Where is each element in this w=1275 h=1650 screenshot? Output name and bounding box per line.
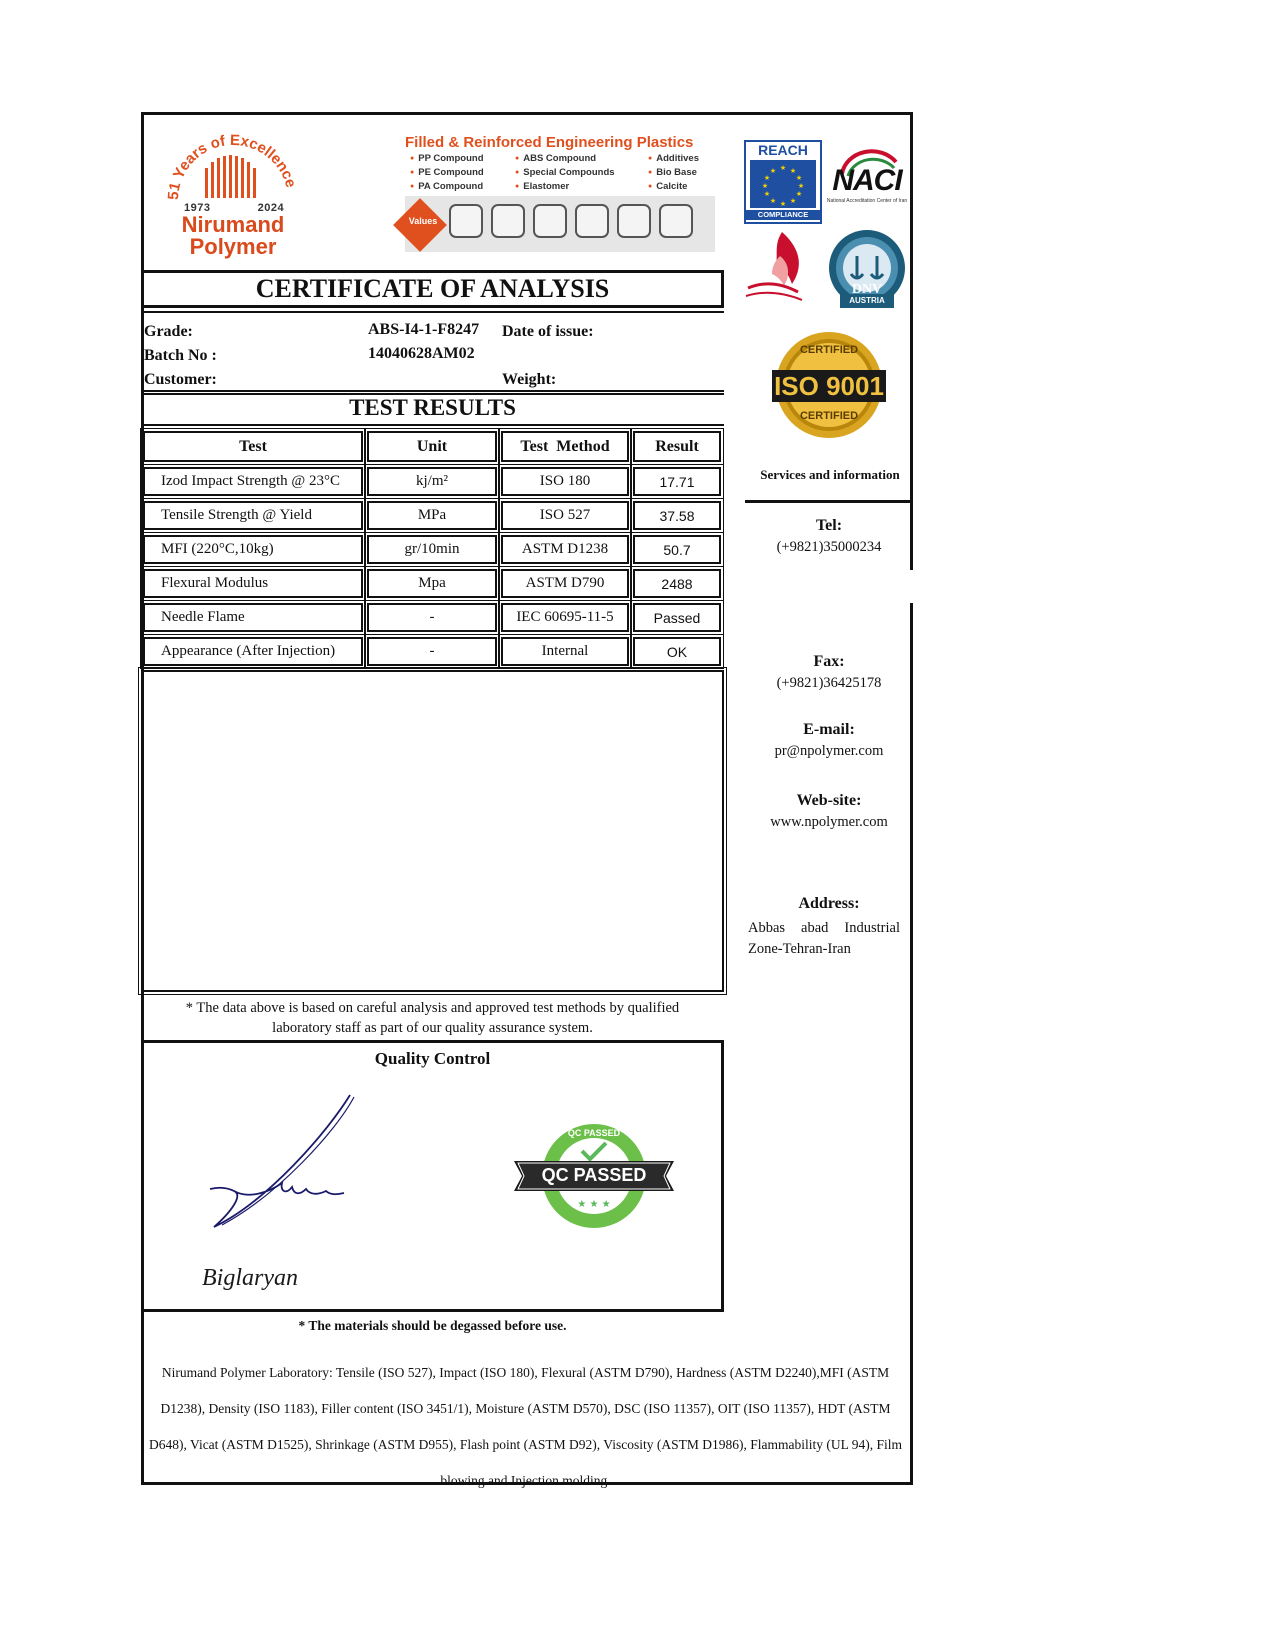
cell-unit: - — [367, 603, 497, 632]
qc-passed-stamp — [514, 1121, 674, 1231]
email-label: E-mail: — [803, 721, 855, 738]
batch-value: 14040628AM02 — [368, 345, 475, 362]
header-test: Test — [143, 431, 363, 462]
cell-result: 37.58 — [633, 501, 721, 530]
website-label: Web-site: — [796, 792, 862, 809]
degas-note: * The materials should be degassed before use. — [298, 1318, 567, 1333]
tel-label: Tel: — [815, 517, 843, 534]
iso-9001-seal — [766, 330, 892, 440]
logo-brand-name — [168, 214, 298, 258]
svg-text:★: ★ — [795, 190, 803, 198]
header-method: Test Method — [501, 431, 629, 462]
dnv-subtitle: AUSTRIA — [849, 296, 885, 305]
cell-unit: gr/10min — [367, 535, 497, 564]
cell-method: IEC 60695-11-5 — [501, 603, 629, 632]
quality-control-title: Quality Control — [374, 1049, 491, 1068]
grade-label: Grade: — [144, 323, 193, 340]
fax-label: Fax: — [813, 653, 845, 670]
naci-text: NACI — [832, 164, 902, 197]
product-item: ● Special Compounds — [515, 166, 645, 180]
svg-text:★: ★ — [797, 182, 805, 190]
circular-economy-icon — [533, 204, 567, 238]
divider — [141, 424, 724, 426]
cell-method: ISO 180 — [501, 467, 629, 496]
award-flame-logo — [742, 226, 818, 306]
laboratory-capabilities: Nirumand Polymer Laboratory: Tensile (ISO 527), Impact (ISO 180), Flexural (ASTM D790), Hardness (ASTM D2240),MFI (ASTM D1238), Density (ISO 1183), Filler content (ISO 3451/1), Moisture (ASTM D570), DSC (ISO 11357), OIT (ISO 11357), HDT (ASTM D648), Vicat (ASTM D1525), Shrinkage (ASTM D955), Flash point (ASTM D92), Viscosity (ASTM D1986), Flammability (UL 94), Film blowing and Injection molding. — [149, 1365, 902, 1488]
logo-year-from: 1973 — [184, 202, 211, 214]
cell-test: Tensile Strength @ Yield — [143, 501, 363, 530]
logo-year-to: 2024 — [257, 202, 285, 214]
quality-control-box — [141, 1040, 724, 1312]
divider — [141, 311, 724, 313]
email-value: pr@npolymer.com — [774, 743, 884, 759]
product-item: ● PA Compound — [410, 180, 540, 194]
services-heading: Services and information — [760, 467, 900, 482]
iso-bottom-text: CERTIFIED — [799, 410, 859, 422]
svg-text:★: ★ — [769, 167, 777, 175]
svg-text:★: ★ — [779, 164, 787, 172]
cell-unit: kj/m² — [367, 467, 497, 496]
batch-label: Batch No : — [144, 347, 217, 364]
customer-label: Customer: — [144, 371, 217, 388]
cell-result: 17.71 — [633, 467, 721, 496]
sustainability-icon — [575, 204, 609, 238]
divider — [141, 390, 724, 392]
cell-unit: Mpa — [367, 569, 497, 598]
svg-text:★: ★ — [795, 174, 803, 182]
cell-unit: MPa — [367, 501, 497, 530]
svg-text:★: ★ — [763, 174, 771, 182]
grade-value: ABS-I4-1-F8247 — [368, 321, 480, 338]
weight-label: Weight: — [502, 371, 557, 388]
contact-divider — [745, 500, 913, 503]
tel-value: (+9821)35000234 — [776, 539, 882, 555]
svg-text:★: ★ — [779, 200, 787, 208]
product-item: ● Additives — [648, 152, 778, 166]
products-headline: Filled & Reinforced Engineering Plastics — [405, 134, 694, 151]
certificate-title-box — [141, 270, 724, 308]
svg-text:★: ★ — [789, 197, 797, 205]
logo-brand-line1: Nirumand — [181, 212, 285, 237]
eu-flag-icon — [750, 160, 816, 208]
address-value: Abbas abad Industrial Zone-Tehran-Iran — [748, 920, 900, 957]
product-item: ● ABS Compound — [515, 152, 645, 166]
svg-text:★: ★ — [763, 190, 771, 198]
svg-text:★: ★ — [789, 167, 797, 175]
signature-scribble — [208, 1091, 358, 1241]
cell-method: ASTM D790 — [501, 569, 629, 598]
disclaimer-line-1: * The data above is based on careful analysis and approved test methods by qualified — [185, 1000, 680, 1016]
iso-mini-icon — [659, 204, 693, 238]
svg-text:51 Years of Excellence — [165, 132, 299, 200]
product-item: ● Calcite — [648, 180, 778, 194]
iso-main-text: ISO 9001 — [774, 371, 884, 401]
cell-result: Passed — [633, 603, 721, 632]
values-label: Values — [408, 216, 438, 226]
iso-top-text: CERTIFIED — [799, 344, 859, 356]
svg-text:★: ★ — [769, 197, 777, 205]
naci-subtitle: National Accreditation Center of Iran — [826, 198, 908, 204]
fax-value: (+9821)36425178 — [776, 675, 882, 691]
naci-mini-icon — [617, 204, 651, 238]
test-results-title: TEST RESULTS — [349, 395, 516, 420]
reach-title: REACH — [746, 142, 820, 158]
cell-method: Internal — [501, 637, 629, 666]
cell-method: ISO 527 — [501, 501, 629, 530]
product-item: ● Bio Base — [648, 166, 778, 180]
qc-passed-text: QC PASSED — [541, 1165, 647, 1185]
products-col-2 — [515, 152, 645, 194]
cell-test: Flexural Modulus — [143, 569, 363, 598]
cell-result: OK — [633, 637, 721, 666]
values-banner — [405, 196, 715, 252]
cell-test: Needle Flame — [143, 603, 363, 632]
date-of-issue-label: Date of issue: — [502, 323, 594, 340]
product-item: ● PE Compound — [410, 166, 540, 180]
naci-logo — [824, 138, 910, 218]
cell-test: Appearance (After Injection) — [143, 637, 363, 666]
logo-brand-line2: Polymer — [189, 234, 277, 259]
reach-footer: COMPLIANCE — [746, 210, 820, 220]
cell-method: ASTM D1238 — [501, 535, 629, 564]
signature-name: Biglaryan — [202, 1265, 298, 1291]
cell-test: MFI (220°C,10kg) — [143, 535, 363, 564]
social-responsibility-icon — [491, 204, 525, 238]
address-label: Address: — [798, 895, 860, 912]
header-result: Result — [633, 431, 721, 462]
certificate-title: CERTIFICATE OF ANALYSIS — [255, 274, 610, 303]
dnv-text: DNV — [851, 282, 883, 297]
disclaimer-line-2: laboratory staff as part of our quality assurance system. — [272, 1020, 593, 1036]
eco-icon — [449, 204, 483, 238]
logo-arc-text: 51 Years of Excellence — [164, 131, 300, 201]
data-disclaimer — [141, 998, 724, 1038]
logo-emblem — [160, 130, 300, 210]
product-item: ● PP Compound — [410, 152, 540, 166]
company-logo — [160, 130, 300, 260]
qc-ring-text: QC PASSED — [567, 1128, 621, 1138]
svg-text:★: ★ — [761, 182, 769, 190]
cell-unit: - — [367, 637, 497, 666]
product-item: ● Elastomer — [515, 180, 645, 194]
website-value: www.npolymer.com — [770, 814, 888, 830]
reach-badge — [744, 140, 822, 224]
cell-result: 50.7 — [633, 535, 721, 564]
results-blank-area — [141, 670, 724, 992]
dnv-badge — [824, 228, 910, 310]
cell-test: Izod Impact Strength @ 23°C — [143, 467, 363, 496]
cell-result: 2488 — [633, 569, 721, 598]
header-unit: Unit — [367, 431, 497, 462]
svg-text:★ ★ ★: ★ ★ ★ — [577, 1199, 611, 1210]
